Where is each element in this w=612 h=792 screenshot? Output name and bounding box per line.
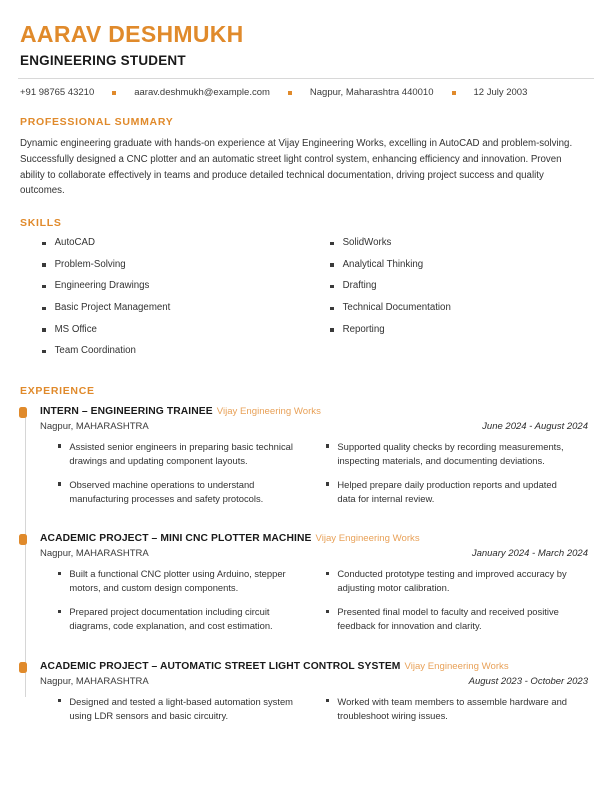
timeline-marker-icon [19, 662, 27, 673]
experience-location: Nagpur, MAHARASHTRA [40, 675, 149, 687]
bullet-item [326, 478, 572, 506]
contact-birthdate: 12 July 2003 [473, 87, 528, 99]
bullet-item [58, 605, 304, 633]
bullet-text: Prepared project documentation including circuit diagrams, code explanation, and cost estimation. [69, 606, 273, 632]
square-bullet-icon [326, 699, 329, 702]
skill-item [42, 259, 306, 272]
section-title-experience: EXPERIENCE [20, 384, 95, 397]
square-bullet-icon [58, 572, 61, 575]
skill-label: Problem-Solving [54, 258, 126, 270]
square-bullet-icon [58, 444, 61, 447]
bullets-column-right [326, 440, 594, 516]
contact-email[interactable]: aarav.deshmukh@example.com [134, 87, 270, 99]
header-divider [18, 78, 594, 79]
bullet-item [58, 478, 304, 506]
bullet-text: Assisted senior engineers in preparing basic technical drawings and updating component layouts. [69, 440, 293, 466]
experience-date: August 2023 - October 2023 [468, 675, 588, 687]
bullet-item [58, 440, 304, 468]
skill-label: AutoCAD [54, 237, 95, 249]
skill-label: Engineering Drawings [54, 280, 150, 292]
square-bullet-icon [326, 610, 329, 613]
experience-heading [40, 532, 594, 546]
experience-entry [40, 405, 594, 516]
skill-label: Drafting [342, 280, 377, 292]
skill-label: Team Coordination [54, 345, 136, 357]
square-bullet-icon [330, 242, 334, 246]
bullets-column-left [58, 695, 326, 733]
experience-role: ACADEMIC PROJECT – AUTOMATIC STREET LIGHT CONTROL SYSTEM [40, 660, 401, 672]
timeline-marker-icon [19, 534, 27, 545]
square-bullet-icon [326, 444, 329, 447]
skill-item [330, 259, 594, 272]
skill-item [330, 237, 594, 250]
contact-phone: +91 98765 43210 [20, 87, 95, 99]
skill-label: MS Office [54, 323, 97, 335]
bullet-text: Designed and tested a light-based automation system using LDR sensors and basic circuitry. [69, 695, 293, 721]
skills-column-right [306, 237, 594, 367]
square-bullet-icon [42, 328, 46, 332]
experience-timeline [18, 405, 594, 733]
experience-company: Vijay Engineering Works [216, 405, 321, 417]
square-bullet-icon [330, 328, 334, 332]
experience-meta [40, 548, 594, 559]
experience-location: Nagpur, MAHARASHTRA [40, 548, 149, 560]
skill-item [42, 324, 306, 337]
bullet-text: Conducted prototype testing and improved accuracy by adjusting motor calibration. [337, 568, 567, 594]
experience-meta [40, 676, 594, 687]
experience-heading [40, 660, 594, 674]
skill-label: SolidWorks [342, 237, 392, 249]
bullet-text: Supported quality checks by recording measurements, inspecting materials, and documenting deviations. [337, 440, 564, 466]
skill-item [42, 302, 306, 315]
square-bullet-icon [58, 482, 61, 485]
experience-bullets [40, 695, 594, 733]
experience-location: Nagpur, MAHARASHTRA [40, 420, 149, 432]
timeline-line [25, 413, 26, 697]
bullets-column-right [326, 567, 594, 643]
contact-separator-icon [288, 91, 292, 95]
square-bullet-icon [42, 285, 46, 289]
experience-date: January 2024 - March 2024 [471, 548, 588, 560]
bullet-item [326, 440, 572, 468]
square-bullet-icon [330, 307, 334, 311]
skill-label: Basic Project Management [54, 302, 171, 313]
bullet-text: Presented final model to faculty and received positive feedback for innovation and clarity. [337, 606, 559, 632]
experience-meta [40, 421, 594, 432]
section-title-summary: PROFESSIONAL SUMMARY [20, 116, 174, 129]
resume-header [18, 22, 594, 98]
experience-heading [40, 405, 594, 419]
skills-columns [18, 237, 594, 367]
square-bullet-icon [330, 285, 334, 289]
contact-row [20, 87, 594, 98]
skill-item [330, 280, 594, 293]
section-professional-summary [18, 116, 594, 199]
experience-role: INTERN – ENGINEERING TRAINEE [40, 405, 213, 417]
bullet-text: Worked with team members to assemble hardware and troubleshoot wiring issues. [337, 695, 568, 721]
square-bullet-icon [326, 572, 329, 575]
experience-role: ACADEMIC PROJECT – MINI CNC PLOTTER MACHINE [40, 533, 312, 545]
bullets-column-left [58, 567, 326, 643]
square-bullet-icon [330, 263, 334, 267]
square-bullet-icon [42, 350, 46, 354]
skill-item [42, 237, 306, 250]
experience-entry [40, 660, 594, 733]
section-experience [18, 385, 594, 733]
contact-separator-icon [112, 91, 116, 95]
experience-bullets [40, 440, 594, 516]
square-bullet-icon [42, 242, 46, 246]
bullet-item [58, 695, 304, 723]
contact-separator-icon [452, 91, 456, 95]
contact-location: Nagpur, Maharashtra 440010 [309, 87, 434, 99]
bullet-item [326, 695, 572, 723]
bullets-column-right [326, 695, 594, 733]
skill-item [330, 324, 594, 337]
skills-column-left [18, 237, 306, 367]
square-bullet-icon [58, 610, 61, 613]
experience-company: Vijay Engineering Works [315, 533, 420, 545]
bullet-item [58, 567, 304, 595]
experience-entry [40, 532, 594, 643]
summary-text: Dynamic engineering graduate with hands-on experience at Vijay Engineering Works, excelling in AutoCAD and problem-solving. Successfully designed a CNC plotter and an automatic street light control system, enhancing efficiency and innovation. Proven ability to collaborate effectively in teams and produce detailed technical documentation, driving project success and quality outcomes. [20, 138, 573, 197]
timeline-marker-icon [19, 407, 27, 418]
bullet-text: Observed machine operations to understand manufacturing processes and safety protocols. [69, 478, 264, 505]
section-skills [18, 217, 594, 367]
experience-bullets [40, 567, 594, 643]
bullet-text: Built a functional CNC plotter using Arduino, stepper motors, and custom design components. [69, 568, 286, 594]
bullet-item [326, 567, 572, 595]
square-bullet-icon [42, 307, 46, 311]
section-title-skills: SKILLS [20, 217, 62, 230]
experience-date: June 2024 - August 2024 [482, 420, 588, 432]
square-bullet-icon [326, 482, 329, 485]
skill-item [42, 345, 306, 358]
skill-label: Technical Documentation [342, 302, 451, 313]
skill-label: Analytical Thinking [342, 258, 424, 270]
skill-item [42, 280, 306, 293]
experience-company: Vijay Engineering Works [404, 660, 509, 672]
candidate-name: AARAV DESHMUKH [20, 21, 244, 47]
bullet-item [326, 605, 572, 633]
skill-label: Reporting [342, 323, 385, 335]
square-bullet-icon [58, 699, 61, 702]
candidate-title: ENGINEERING STUDENT [20, 53, 186, 69]
bullets-column-left [58, 440, 326, 516]
skill-item [330, 302, 594, 315]
bullet-text: Helped prepare daily production reports and updated data for internal review. [337, 478, 557, 505]
square-bullet-icon [42, 263, 46, 267]
